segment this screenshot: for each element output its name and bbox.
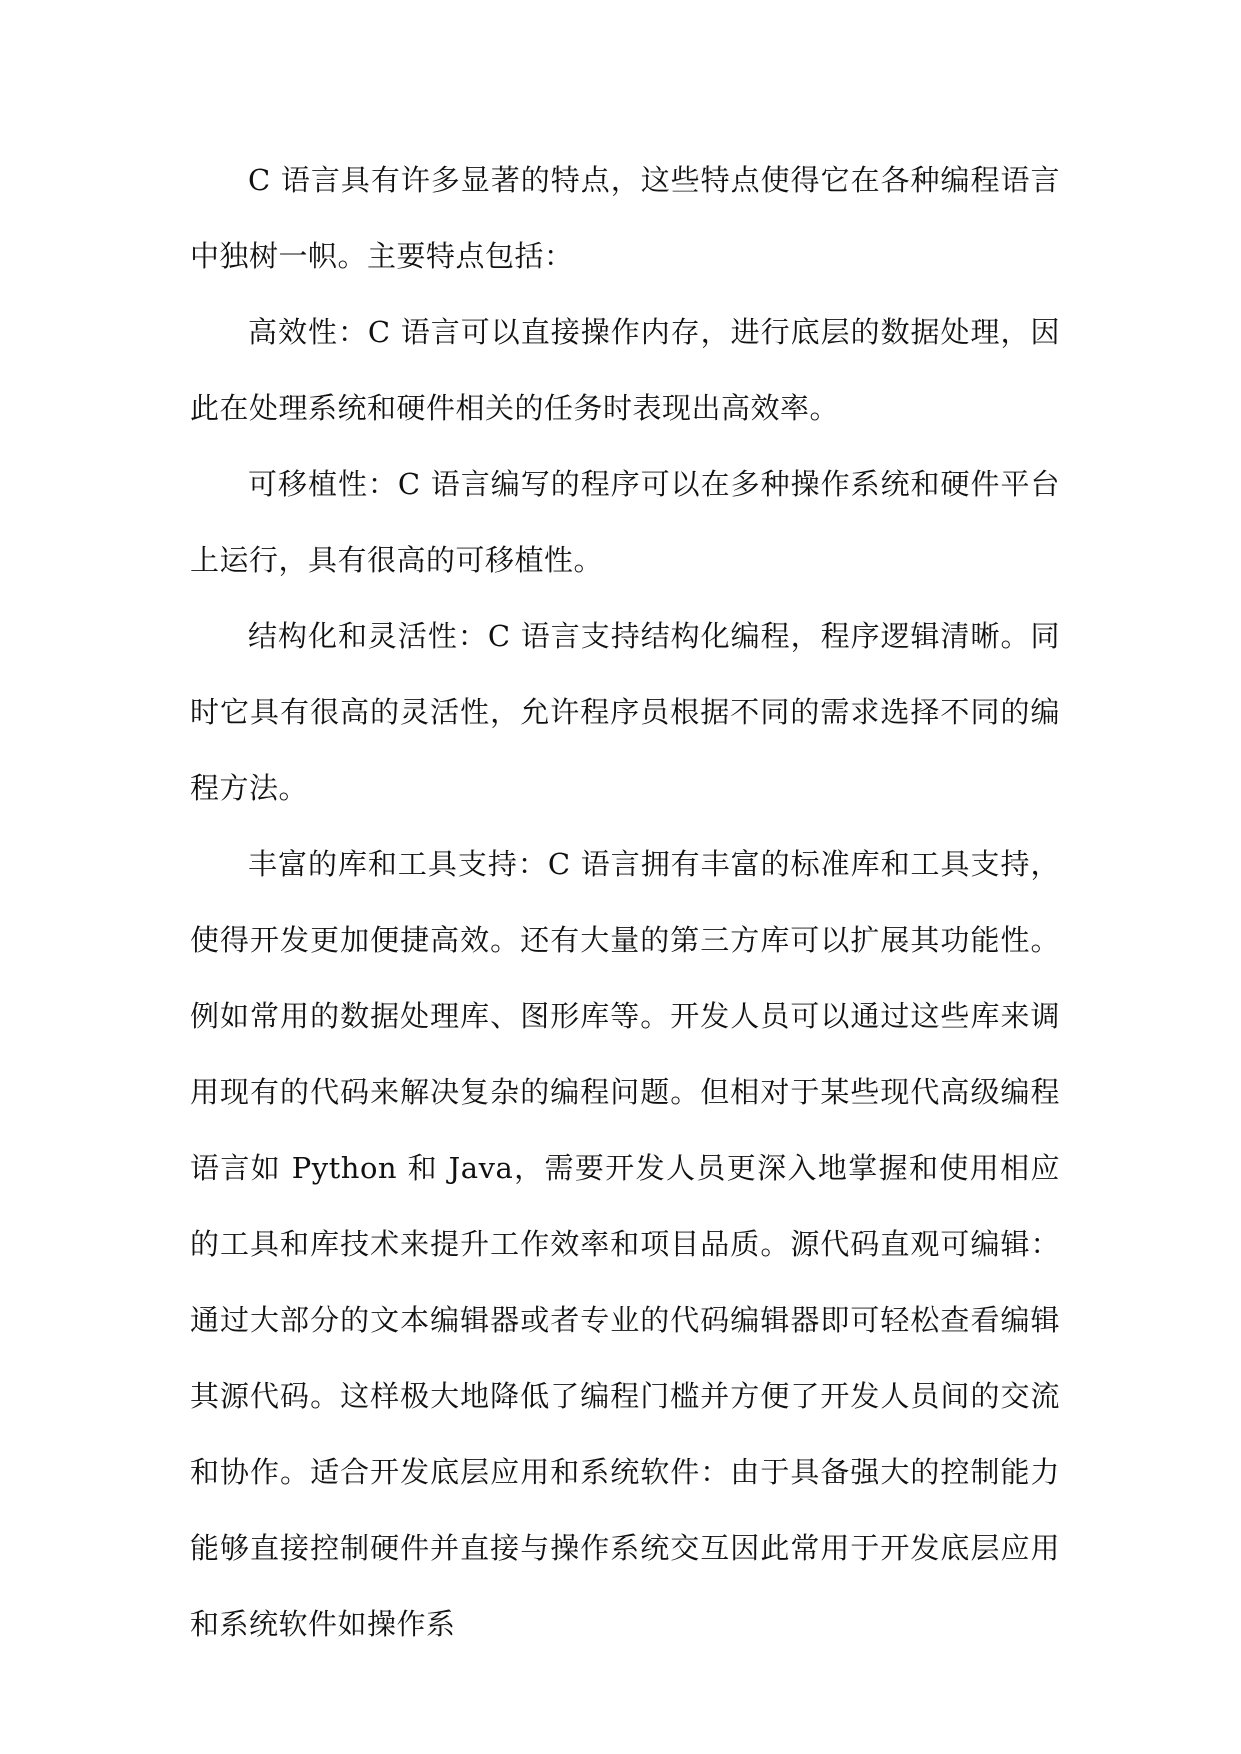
body-text [190,142,1060,1662]
paragraph-efficiency: 高效性：C 语言可以直接操作内存，进行底层的数据处理，因此在处理系统和硬件相关的任务时表现出高效率。 [190,315,1060,425]
paragraph-libraries-tools: 丰富的库和工具支持：C 语言拥有丰富的标准库和工具支持，使得开发更加便捷高效。还有大量的第三方库可以扩展其功能性。例如常用的数据处理库、图形库等。开发人员可以通过这些库来调用现有的代码来解决复杂的编程问题。但相对于某些现代高级编程语言如 Python 和 Java，需要开发人员更深入地掌握和使用相应的工具和库技术来提升工作效率和项目品质。源代码直观可编辑：通过大部分的文本编辑器或者专业的代码编辑器即可轻松查看编辑其源代码。这样极大地降低了编程门槛并方便了开发人员间的交流和协作。适合开发底层应用和系统软件：由于具备强大的控制能力能够直接控制硬件并直接与操作系统交互因此常用于开发底层应用和系统软件如操作系 [190,847,1060,1641]
paragraph-structure-flexibility: 结构化和灵活性：C 语言支持结构化编程，程序逻辑清晰。同时它具有很高的灵活性，允许程序员根据不同的需求选择不同的编程方法。 [190,619,1060,805]
paragraph-portability: 可移植性：C 语言编写的程序可以在多种操作系统和硬件平台上运行，具有很高的可移植性。 [190,467,1060,577]
paragraph-intro: C 语言具有许多显著的特点，这些特点使得它在各种编程语言中独树一帜。主要特点包括： [190,163,1060,273]
